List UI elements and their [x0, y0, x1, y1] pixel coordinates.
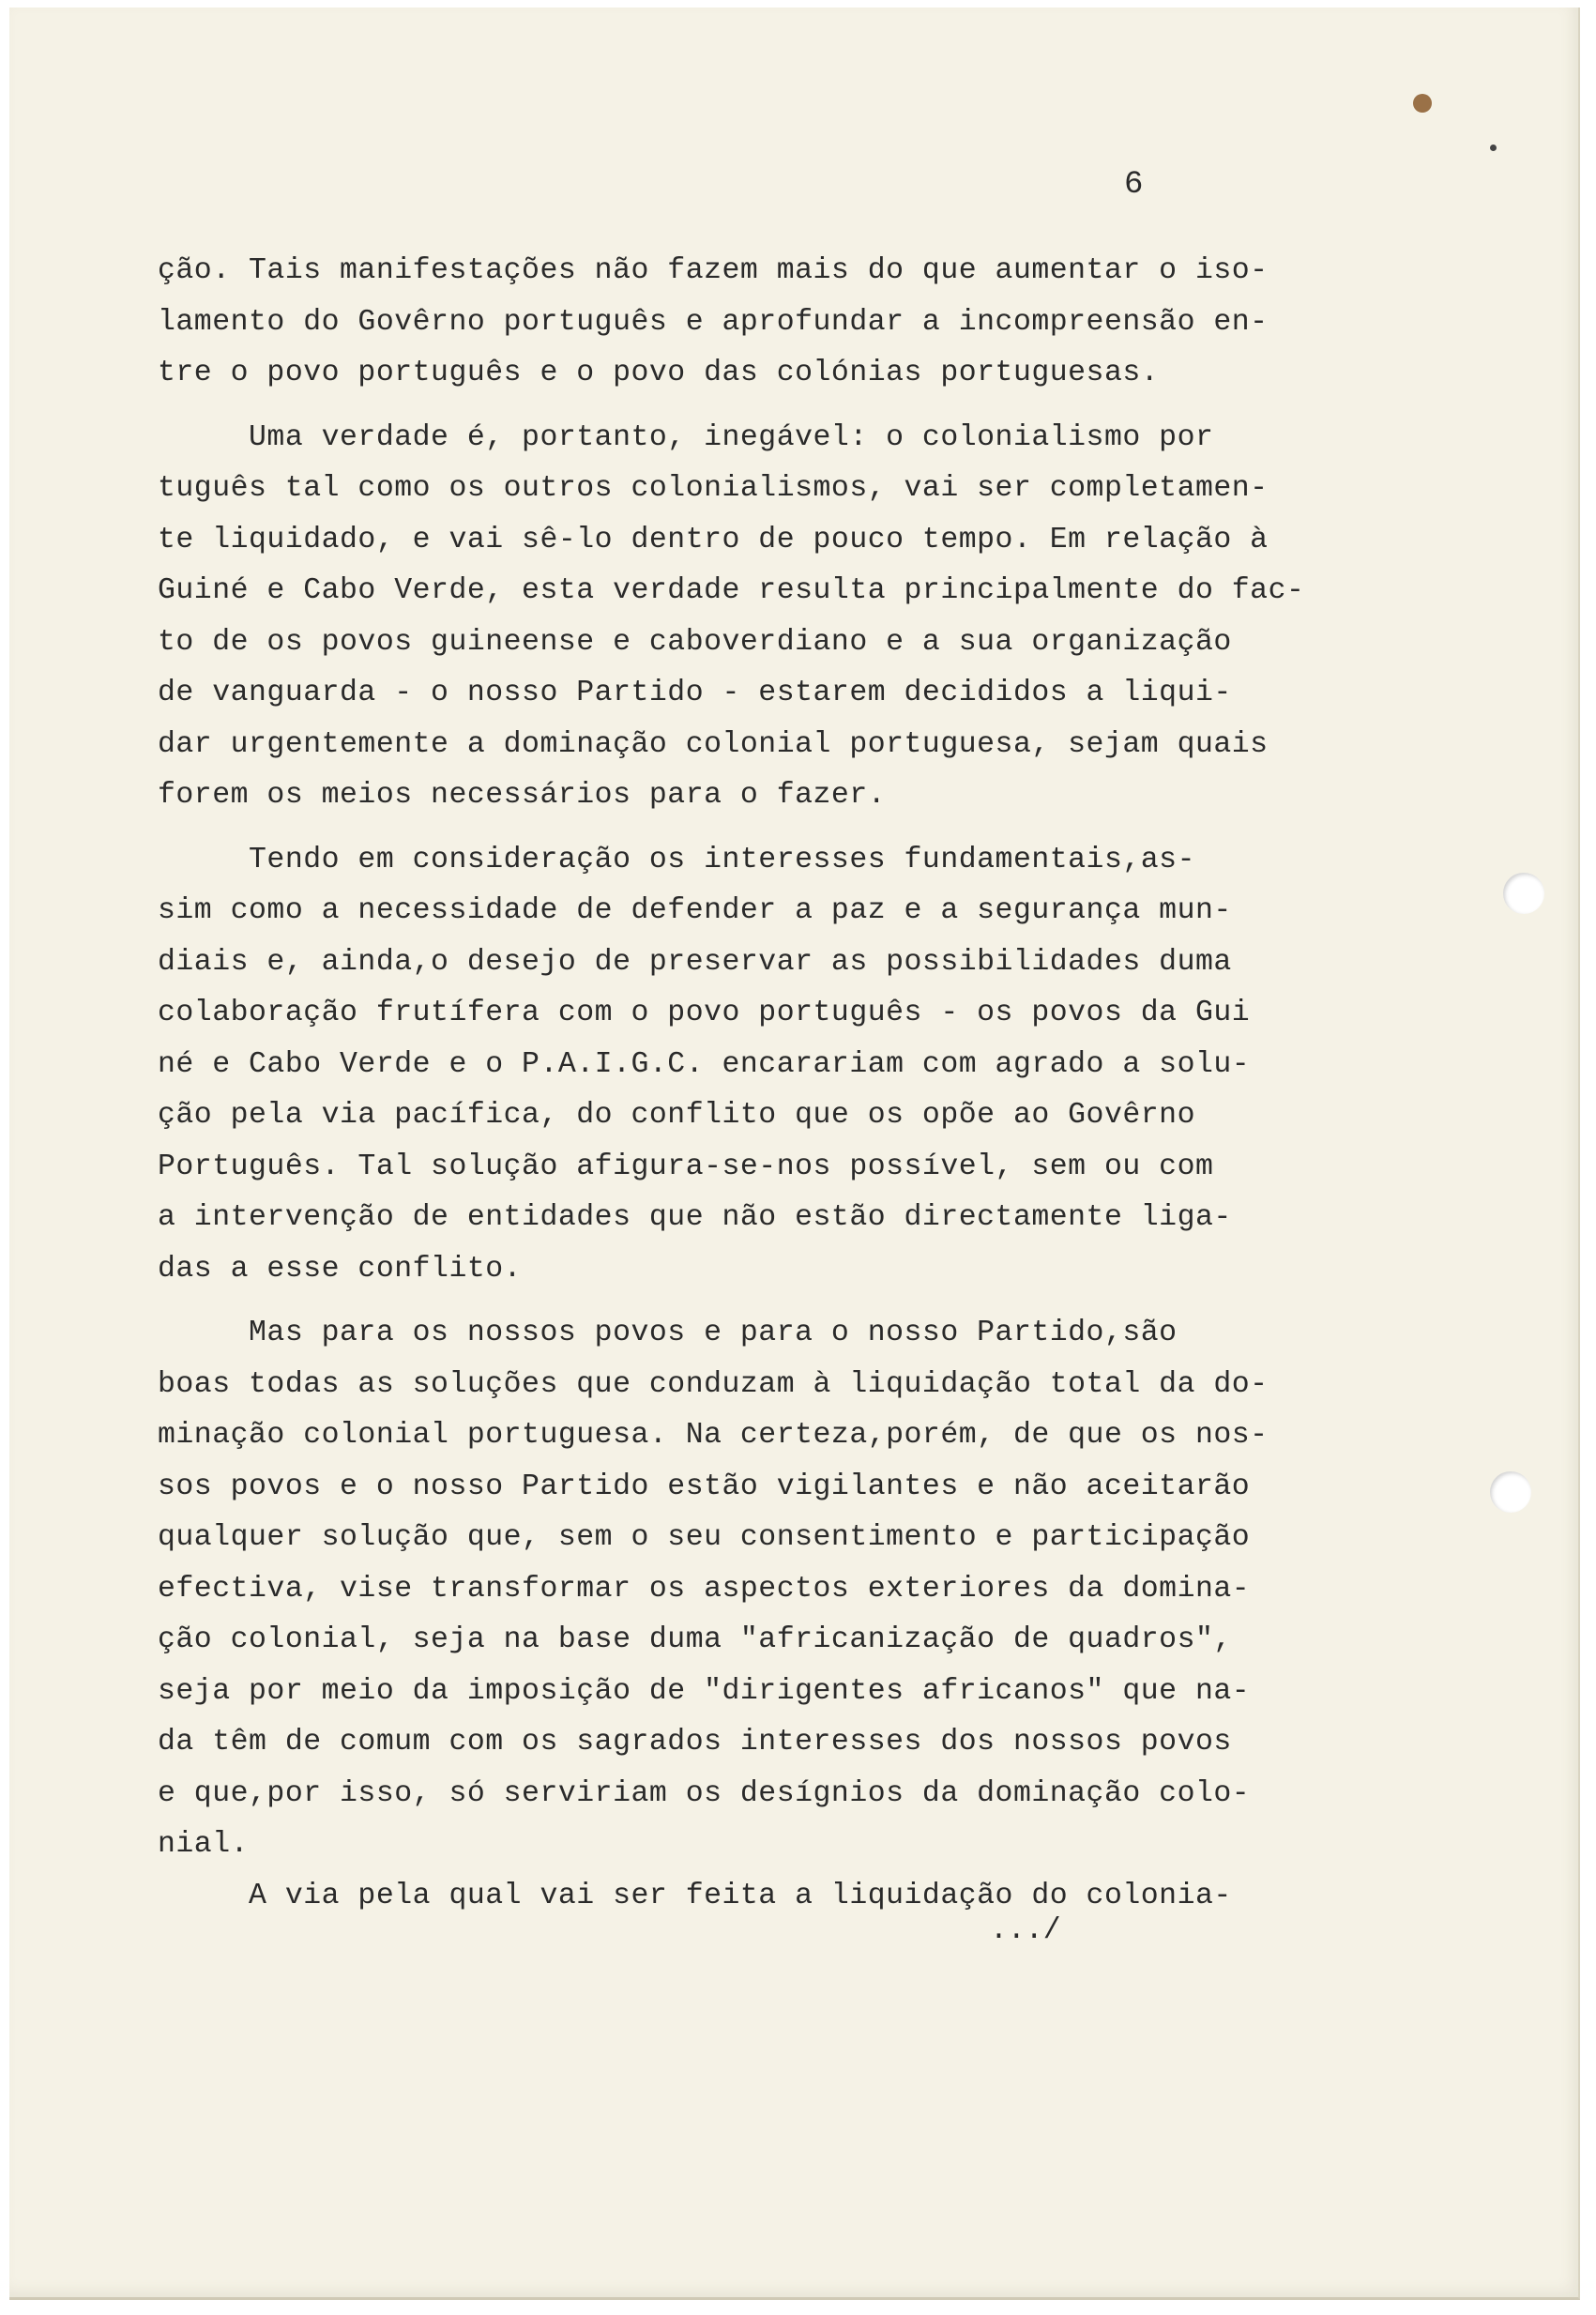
text-line: lamento do Govêrno português e aprofundar a incompreensão en- [158, 305, 1269, 339]
text-line: efectiva, vise transformar os aspectos exteriores da domina- [158, 1572, 1251, 1606]
body-text [158, 246, 1330, 1922]
text-line: e que,por isso, só serviriam os desígnios da dominação colo- [158, 1776, 1251, 1810]
text-line: Uma verdade é, portanto, inegável: o colonialismo por [158, 420, 1214, 454]
text-line: Tendo em consideração os interesses fundamentais,as- [158, 843, 1195, 876]
text-line: né e Cabo Verde e o P.A.I.G.C. encarariam com agrado a solu- [158, 1047, 1251, 1081]
text-line: sim como a necessidade de defender a paz e a segurança mun- [158, 894, 1232, 927]
text-line: forem os meios necessários para o fazer. [158, 779, 887, 812]
text-line: ção pela via pacífica, do conflito que os opõe ao Govêrno [158, 1099, 1195, 1132]
text-line: de vanguarda - o nosso Partido - estarem decididos a liqui- [158, 677, 1232, 709]
text-line: A via pela qual vai ser feita a liquidação do colonia- [158, 1879, 1232, 1912]
text-line: ção. Tais manifestações não fazem mais do que aumentar o iso- [158, 254, 1269, 287]
text-line: Português. Tal solução afigura-se-nos possível, sem ou com [158, 1150, 1214, 1183]
text-line: colaboração frutífera com o povo português - os povos da Gui [158, 997, 1251, 1029]
text-line: to de os povos guineense e caboverdiano e a sua organização [158, 625, 1232, 659]
text-line: te liquidado, e vai sê-lo dentro de pouco tempo. Em relação à [158, 523, 1269, 556]
text-line: da têm de comum com os sagrados interesses dos nossos povos [158, 1726, 1232, 1759]
ink-dot [1490, 145, 1497, 151]
text-line: tuguês tal como os outros colonialismos, vai ser completamen- [158, 472, 1269, 505]
text-line: seja por meio da imposição de "dirigentes africanos" que na- [158, 1674, 1251, 1708]
continuation-mark: .../ [990, 1914, 1061, 1947]
punch-hole-bottom [1490, 1471, 1531, 1513]
text-line: Mas para os nossos povos e para o nosso Partido,são [158, 1317, 1178, 1349]
text-line: dar urgentemente a dominação colonial portuguesa, sejam quais [158, 727, 1269, 761]
text-line: ção colonial, seja na base duma "africanização de quadros", [158, 1623, 1232, 1656]
text-line: a intervenção de entidades que não estão directamente liga- [158, 1201, 1232, 1234]
text-line: tre o povo português e o povo das colónias portuguesas. [158, 357, 1160, 389]
text-line: sos povos e o nosso Partido estão vigilantes e não aceitarão [158, 1470, 1251, 1503]
punch-hole-top [1503, 873, 1544, 914]
text-line: diais e, ainda,o desejo de preservar as possibilidades duma [158, 945, 1232, 979]
page-number: 6 [1124, 167, 1144, 203]
text-line: qualquer solução que, sem o seu consentimento e participação [158, 1521, 1251, 1554]
text-line: minação colonial portuguesa. Na certeza,porém, de que os nos- [158, 1419, 1269, 1452]
ink-stain [1413, 94, 1432, 113]
paragraph-gap [158, 822, 1330, 835]
paragraph-gap [158, 1295, 1330, 1308]
text-line: Guiné e Cabo Verde, esta verdade resulta principalmente do fac- [158, 574, 1305, 607]
text-line: das a esse conflito. [158, 1252, 523, 1286]
text-line: nial. [158, 1828, 250, 1861]
paragraph-gap [158, 400, 1330, 413]
text-line: boas todas as soluções que conduzam à liquidação total da do- [158, 1367, 1269, 1401]
